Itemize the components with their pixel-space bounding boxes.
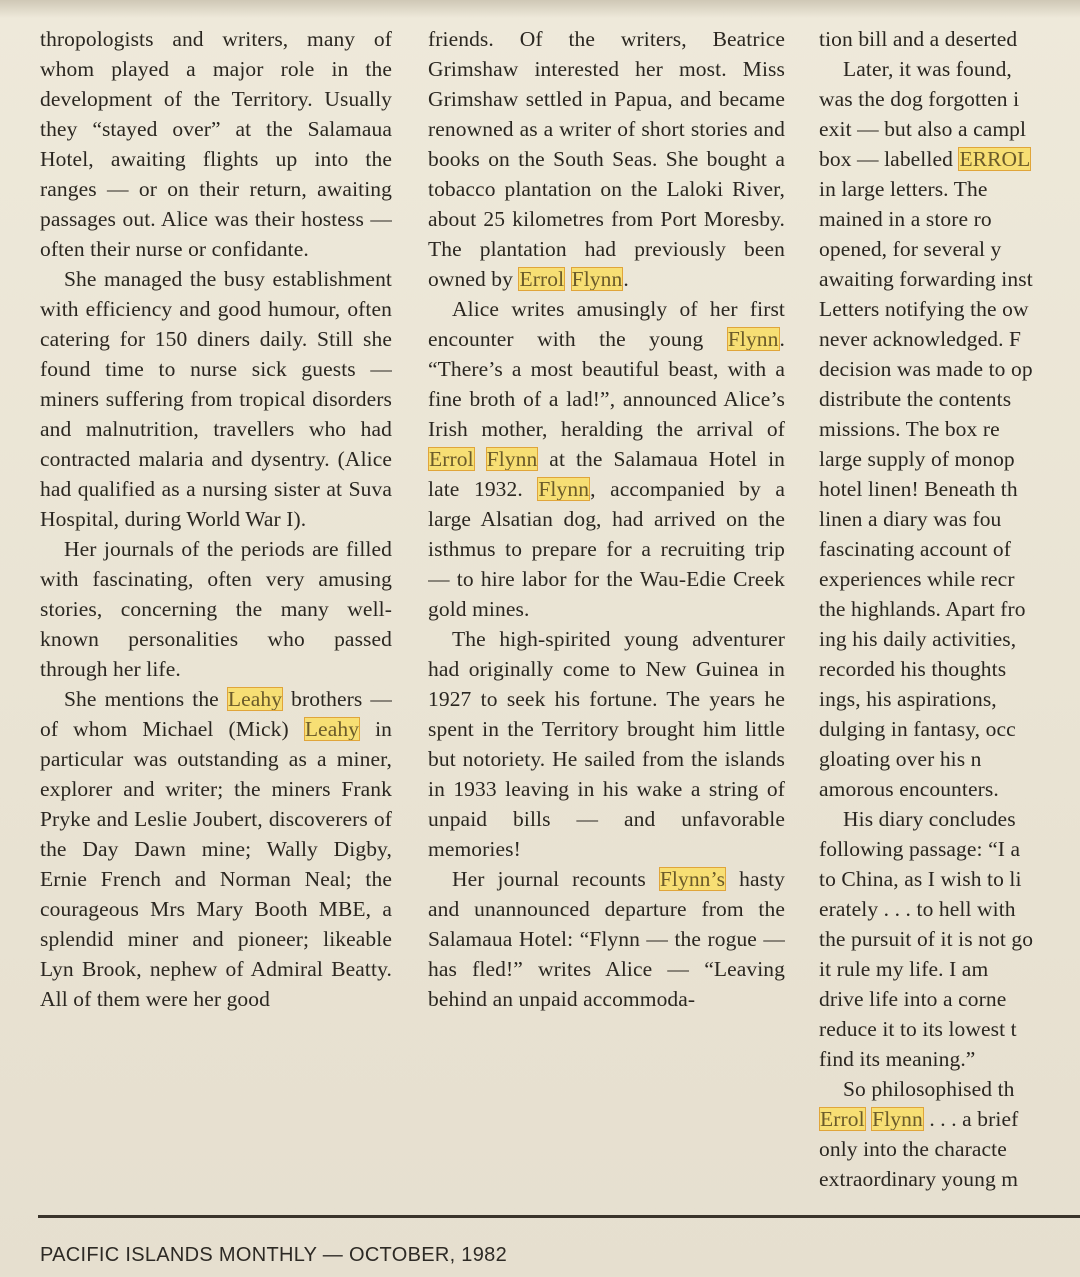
- paragraph: [428, 24, 785, 294]
- text-run: She mentions the: [64, 687, 227, 711]
- paragraph: thropologists and writers, many of whom played a major role in the development of the Territory. Usually they “stayed over” at the Salamaua Hotel, awaiting flights up into the ranges — or on their return, awaiting passages out. Alice was their hostess — often their nurse or confidante.: [40, 27, 392, 261]
- search-highlight: Flynn: [486, 447, 538, 471]
- text-line: in large letters. The: [819, 177, 988, 201]
- text-run: Alice writes amusingly of her first encounter with the young: [428, 297, 785, 351]
- text-run: , accompanied by a large Alsatian dog, had arrived on the isthmus to prepare for a recruiting trip — to hire labor for the Wau-Edie Creek gold mines.: [428, 477, 785, 621]
- text-run: .: [623, 267, 629, 291]
- text-line: ing his daily activities,: [819, 627, 1017, 651]
- text-line: hotel linen! Beneath th: [819, 477, 1018, 501]
- text-line: gloating over his n: [819, 747, 982, 771]
- text-line: So philosophised th: [843, 1077, 1015, 1101]
- text-line: linen a diary was fou: [819, 507, 1002, 531]
- search-highlight: Leahy: [304, 717, 360, 741]
- text-line: recorded his thoughts: [819, 657, 1007, 681]
- text-run: brothers — of whom Michael (Mick): [40, 687, 392, 741]
- text-run: at the Salamaua Hotel in late 1932.: [428, 447, 785, 501]
- search-highlight: Errol: [519, 267, 565, 291]
- text-line: ings, his aspirations,: [819, 687, 997, 711]
- text-line: opened, for several y: [819, 237, 1002, 261]
- text-line: Letters notifying the ow: [819, 297, 1029, 321]
- text-line: fascinating account of: [819, 537, 1012, 561]
- paragraph: [40, 684, 392, 1014]
- page-top-edge: [0, 0, 1080, 18]
- text-line: large supply of monop: [819, 447, 1015, 471]
- text-line: only into the characte: [819, 1137, 1007, 1161]
- article-column-3: [819, 24, 1080, 1214]
- text-line: exit — but also a campl: [819, 117, 1027, 141]
- text-line: His diary concludes: [843, 807, 1016, 831]
- text-line: extraordinary young m: [819, 1167, 1019, 1191]
- text-run: hasty and unannounced departure from the Salamaua Hotel: “Flynn — the rogue — has fled!” writes Alice — “Leaving behind an unpaid accommoda-: [428, 867, 785, 1011]
- text-line: the pursuit of it is not go: [819, 927, 1034, 951]
- footer-rule: [38, 1215, 1080, 1218]
- text-line: distribute the contents: [819, 387, 1012, 411]
- text-line: drive life into a corne: [819, 987, 1007, 1011]
- paragraph: Her journals of the periods are filled with fascinating, often very amusing stories, concerning the many well-known personalities who passed through her life.: [40, 537, 392, 681]
- search-highlight: Flynn’s: [659, 867, 726, 891]
- text-line: amorous encounters.: [819, 777, 999, 801]
- text-run: . . . a brief: [923, 1107, 1019, 1131]
- text-run: Her journal recounts: [452, 867, 659, 891]
- text-line: mained in a store ro: [819, 207, 992, 231]
- text-line: tion bill and a deserted: [819, 27, 1018, 51]
- text-line: [819, 144, 1080, 174]
- text-line: Later, it was found,: [843, 57, 1012, 81]
- text-line: experiences while recr: [819, 567, 1015, 591]
- text-run: in particular was outstanding as a miner, explorer and writer; the miners Frank Pryke and Leslie Joubert, discoverers of the Day Dawn mine; Wally Digby, Ernie French and Norman Neal; the courageous Mrs Mary Booth MBE, a splendid miner and pioneer; likeable Lyn Brook, nephew of Admiral Beatty. All of them were her good: [40, 717, 392, 1011]
- text-line: was the dog forgotten i: [819, 87, 1020, 111]
- search-highlight: Flynn: [538, 477, 590, 501]
- text-line: awaiting forwarding inst: [819, 267, 1033, 291]
- text-line: decision was made to op: [819, 357, 1033, 381]
- text-line: never acknowledged. F: [819, 327, 1022, 351]
- text-line: reduce it to its lowest t: [819, 1017, 1017, 1041]
- paragraph: She managed the busy establishment with efficiency and good humour, often catering for 150 diners daily. Still she found time to nurse sick guests — miners suffering from tropical disorders and malnutrition, travellers who had contracted malaria and dysentry. (Alice had qualified as a nursing sister at Suva Hospital, during World War I).: [40, 267, 392, 531]
- paragraph: [428, 294, 785, 624]
- page-footer: PACIFIC ISLANDS MONTHLY — OCTOBER, 1982: [40, 1244, 508, 1266]
- search-highlight: ERROL: [959, 147, 1031, 171]
- search-highlight: Flynn: [872, 1107, 923, 1131]
- text-line: following passage: “I a: [819, 837, 1021, 861]
- paragraph: [428, 864, 785, 1014]
- text-line: missions. The box re: [819, 417, 1000, 441]
- text-run: box — labelled: [819, 147, 959, 171]
- text-line: [819, 1104, 1080, 1134]
- text-line: it rule my life. I am: [819, 957, 989, 981]
- text-line: to China, as I wish to li: [819, 867, 1022, 891]
- search-highlight: Leahy: [227, 687, 283, 711]
- text-line: dulging in fantasy, occ: [819, 717, 1016, 741]
- paragraph: The high-spirited young adventurer had originally come to New Guinea in 1927 to seek his fortune. The years he spent in the Territory brought him little but notoriety. He sailed from the islands in 1933 leaving in his wake a string of unpaid bills — and unfavorable memories!: [428, 627, 785, 861]
- search-highlight: Flynn: [571, 267, 623, 291]
- text-line: the highlands. Apart fro: [819, 597, 1026, 621]
- text-line: find its meaning.”: [819, 1047, 976, 1071]
- text-line: erately . . . to hell with: [819, 897, 1016, 921]
- text-run: friends. Of the writers, Beatrice Grimshaw interested her most. Miss Grimshaw settled in Papua, and became renowned as a writer of short stories and books on the South Seas. She bought a tobacco plantation on the Laloki River, about 25 kilometres from Port Moresby. The plantation had previously been owned by: [428, 27, 785, 291]
- article-column-1: [40, 24, 392, 1214]
- search-highlight: Errol: [429, 447, 474, 471]
- text-run: . “There’s a most beautiful beast, with a fine broth of a lad!”, announced Alice’s Irish mother, heralding the arrival of: [428, 327, 785, 441]
- article-column-2: [428, 24, 785, 1214]
- search-highlight: Errol: [820, 1107, 865, 1131]
- search-highlight: Flynn: [727, 327, 779, 351]
